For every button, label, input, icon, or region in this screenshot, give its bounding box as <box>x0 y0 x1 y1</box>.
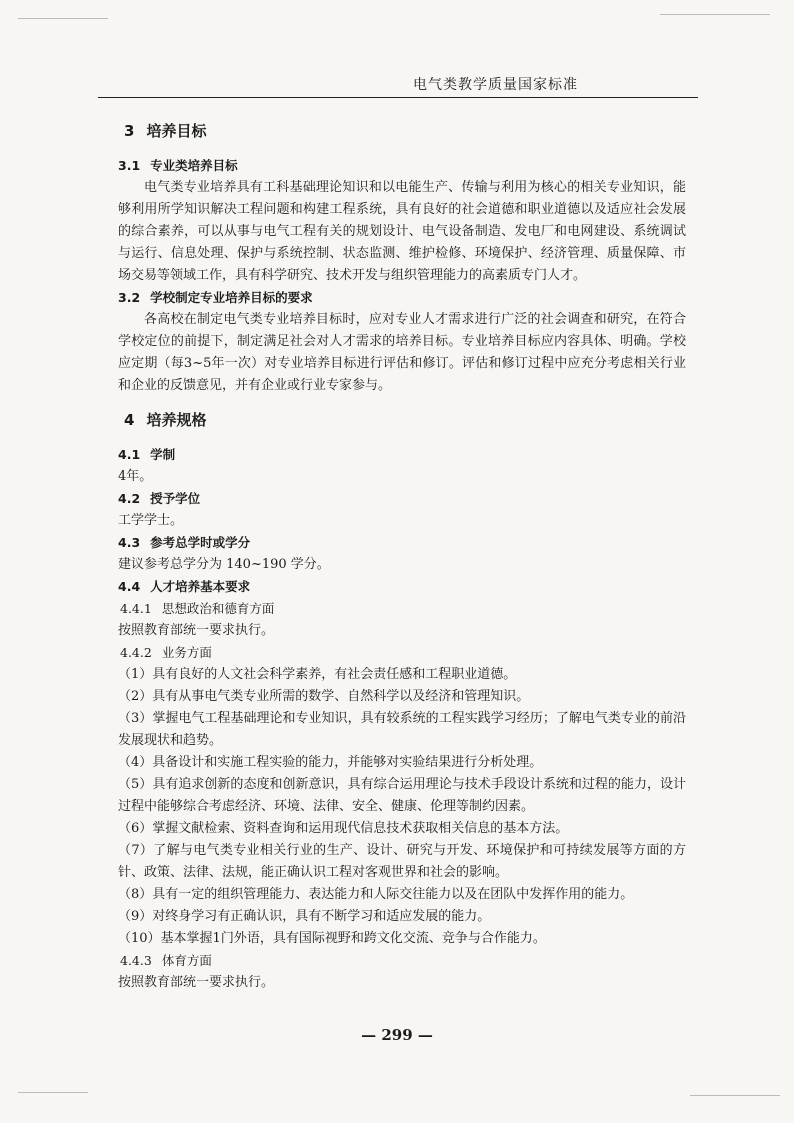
subsection-number: 4.2 <box>118 491 141 506</box>
list-item: （7）了解与电气类专业相关行业的生产、设计、研究与开发、环境保护和可持续发展等方面的方针、政策、法律、法规，能正确认识工程对客观世界和社会的影响。 <box>118 843 686 880</box>
header-title: 电气类教学质量国家标准 <box>413 77 578 93</box>
section-heading <box>124 409 686 430</box>
list-item: （9）对终身学习有正确认识，具有不断学习和适应发展的能力。 <box>118 909 491 924</box>
paragraph: 按照教育部统一要求执行。 <box>118 975 275 990</box>
paragraph: 电气类专业培养具有工科基础理论知识和以电能生产、传输与利用为核心的相关专业知识，能够利用所学知识解决工程问题和构建工程系统，具有良好的社会道德和职业道德以及适应社会发展的综合素养，可以从事与电气工程有关的规划设计、电气设备制造、发电厂和电网建设、系统调试与运行、信息处理、保护与系统控制、状态监测、维护检修、环境保护、经济管理、质量保障、市场交易等领域工作，具有科学研究、技术开发与组织管理能力的高素质专门人才。 <box>118 180 686 283</box>
subsubsection-title: 业务方面 <box>161 645 212 660</box>
scan-edge-mark <box>18 1092 88 1093</box>
list-item: （10）基本掌握1门外语，具有国际视野和跨文化交流、竞争与合作能力。 <box>118 931 546 946</box>
section-title: 培养规格 <box>146 411 207 429</box>
subsection-number: 3.2 <box>118 290 141 305</box>
paragraph: 4年。 <box>118 469 153 484</box>
list-item: （3）掌握电气工程基础理论和专业知识，具有较系统的工程实践学习经历；了解电气类专业的前沿发展现状和趋势。 <box>118 711 686 748</box>
scan-edge-mark <box>690 1095 780 1096</box>
subsection-title: 参考总学时或学分 <box>150 535 251 550</box>
subsection-number: 4.1 <box>118 447 141 462</box>
paragraph: 各高校在制定电气类专业培养目标时，应对专业人才需求进行广泛的社会调查和研究，在符合学校定位的前提下，制定满足社会对人才需求的培养目标。专业培养目标应内容具体、明确。学校应定期（每3~5年一次）对专业培养目标进行评估和修订。评估和修订过程中应充分考虑相关行业和企业的反馈意见，并有企业或行业专家参与。 <box>118 312 686 393</box>
subsection-number: 4.4 <box>118 579 141 594</box>
list-item: （1）具有良好的人文社会科学素养，有社会责任感和工程职业道德。 <box>118 667 517 682</box>
running-header <box>98 74 698 98</box>
section-heading <box>124 120 686 141</box>
subsection-heading <box>118 444 686 466</box>
subsubsection-heading <box>118 598 686 620</box>
scan-edge-mark <box>660 14 770 15</box>
subsubsection-title: 思想政治和德育方面 <box>161 601 275 616</box>
subsection-heading <box>118 576 686 598</box>
subsubsection-heading <box>118 642 686 664</box>
paragraph: 工学学士。 <box>118 513 184 528</box>
subsection-title: 人才培养基本要求 <box>150 579 251 594</box>
subsection-title: 学制 <box>150 447 176 462</box>
subsubsection-number: 4.4.3 <box>120 953 152 968</box>
subsection-title: 专业类培养目标 <box>150 158 238 173</box>
paragraph: 按照教育部统一要求执行。 <box>118 623 275 638</box>
subsection-heading <box>118 155 686 177</box>
subsection-heading <box>118 532 686 554</box>
requirements-list <box>118 664 686 950</box>
subsection-heading <box>118 287 686 309</box>
subsection-number: 4.3 <box>118 535 141 550</box>
list-item: （4）具备设计和实施工程实验的能力，并能够对实验结果进行分析处理。 <box>118 755 543 770</box>
scan-edge-mark <box>18 18 108 19</box>
section-number: 3 <box>124 122 135 140</box>
list-item: （5）具有追求创新的态度和创新意识，具有综合运用理论与技术手段设计系统和过程的能力，设计过程中能够综合考虑经济、环境、法律、安全、健康、伦理等制约因素。 <box>118 777 686 814</box>
section-title: 培养目标 <box>146 122 207 140</box>
subsubsection-number: 4.4.2 <box>120 645 152 660</box>
document-body <box>118 120 686 994</box>
subsection-title: 学校制定专业培养目标的要求 <box>150 290 313 305</box>
list-item: （2）具有从事电气类专业所需的数学、自然科学以及经济和管理知识。 <box>118 689 530 704</box>
page-number: — 299 — <box>361 1026 433 1044</box>
subsection-number: 3.1 <box>118 158 141 173</box>
subsubsection-number: 4.4.1 <box>120 601 152 616</box>
subsection-title: 授予学位 <box>150 491 201 506</box>
list-item: （6）掌握文献检索、资料查询和运用现代信息技术获取相关信息的基本方法。 <box>118 821 569 836</box>
subsection-heading <box>118 488 686 510</box>
list-item: （8）具有一定的组织管理能力、表达能力和人际交往能力以及在团队中发挥作用的能力。 <box>118 887 634 902</box>
subsubsection-heading <box>118 950 686 972</box>
section-number: 4 <box>124 411 135 429</box>
subsubsection-title: 体育方面 <box>161 953 212 968</box>
paragraph: 建议参考总学分为 140~190 学分。 <box>118 557 330 572</box>
